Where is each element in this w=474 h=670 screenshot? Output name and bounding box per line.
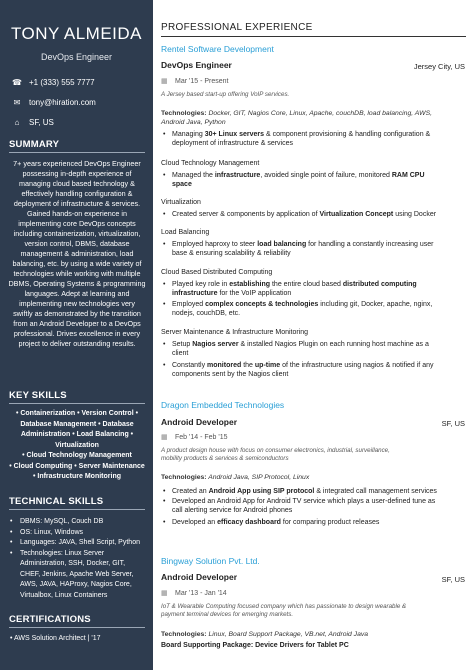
job2-technologies (161, 473, 461, 482)
summary-line: from an Android Developer to a DevOps (13, 319, 141, 328)
job2-bullet-2: • Developed an Android App for Android TV service which plays a user-defined tune as call alerting service for Android phones (163, 498, 436, 515)
job2-tech-line-1: Android Java, SIP Protocol, Linux (208, 474, 310, 481)
job2-tech-label: Technologies: (161, 474, 207, 481)
job2-bullet-3: • Developed an efficacy dashboard for comparing product releases (163, 519, 380, 526)
mail-icon: ✉ (13, 98, 21, 107)
summary-line: project to deliver outstanding results. (18, 339, 136, 348)
summary-line: DBMS, Operating Systems & programming (8, 279, 146, 288)
job1-company: Rentel Software Development (161, 44, 274, 54)
summary-text (8, 159, 146, 349)
job2-desc-line-1: A product design house with focus on consumer electronics, industrial, surveillance, (161, 447, 390, 454)
job1-bullet-4: • Employed haproxy to steer load balancing for handling a constantly increasing user base & ensuring scalability & reliability (163, 241, 434, 258)
summary-line: languages. Adept at learning and (24, 289, 130, 298)
key-skill-line: Database Management • Database (20, 420, 134, 428)
technical-skill-row (10, 580, 148, 591)
certification-item: • AWS Solution Architect | '17 (10, 635, 101, 642)
job3-location: SF, US (441, 575, 465, 584)
job3-tech-label: Technologies: (161, 631, 207, 638)
job1-virtualization-heading: Virtualization (161, 199, 201, 206)
technical-skill-text: AWS, JAVA, HAProxy, Nagios Core, (20, 581, 132, 588)
technical-skill-row (10, 517, 148, 528)
job1-cloud-heading: Cloud Technology Management (161, 160, 260, 167)
certifications-divider (9, 627, 145, 628)
job3-desc-line-1: IoT & Wearable Computing focused company which has passionate to design wearable & (161, 603, 407, 610)
summary-line: deployment of infrastructure & services. (13, 199, 141, 208)
contact-phone[interactable] (11, 78, 95, 87)
candidate-role: DevOps Engineer (40, 52, 113, 62)
bullet: • (10, 528, 13, 536)
summary-line: technologies while working with multiple (13, 269, 141, 278)
technical-skill-row (10, 559, 148, 570)
experience-heading: PROFESSIONAL EXPERIENCE (161, 22, 313, 33)
job1-bullet-3: • Created server & components by application of Virtualization Concept using Docker (163, 211, 437, 218)
contact-location (11, 118, 54, 127)
job1-tech-label: Technologies: (161, 110, 207, 117)
technical-skill-text: OS: Linux, Windows (20, 528, 84, 536)
job1-location: Jersey City, US (413, 62, 465, 71)
key-skill-line: Virtualization (55, 441, 99, 449)
summary-line: Gained hands-on experience in (27, 209, 127, 218)
job2-description (161, 447, 461, 463)
bullet: • (10, 549, 13, 557)
bullet (10, 580, 20, 591)
phone-icon: ☎ (12, 78, 22, 87)
job1-dates-text: Mar '15 - Present (175, 77, 229, 85)
key-skill-line: Administration • Load Balancing • (20, 431, 134, 438)
job1-bullet-7: • Setup Nagios server & installed Nagios Plugin on each running host machine as a client (163, 341, 429, 358)
job3-bsp: Board Supporting Package: Device Drivers for Tablet PC (161, 642, 349, 649)
technical-skill-text: Languages: JAVA, Shell Script, Python (20, 539, 140, 546)
job3-description (161, 603, 461, 619)
summary-line: including containerization, virtualization, (13, 229, 141, 238)
bullet (10, 591, 20, 602)
job3-desc-line-2: payment terminal devices for emerging markets. (161, 611, 294, 618)
location-text: SF, US (29, 118, 54, 127)
job1-technologies (161, 109, 461, 127)
technical-skill-row (10, 570, 148, 581)
summary-line: implementing core DevOps concepts (18, 219, 136, 228)
job1-dates (161, 77, 228, 85)
key-skill-line: • Containerization • Version Control • (15, 410, 139, 417)
key-skill-line: • Infrastructure Monitoring (32, 473, 121, 480)
key-skills-heading: KEY SKILLS (9, 390, 67, 401)
job1-bullet-2: • Managed the infrastructure, avoided single point of failure, monitored RAM CPU space (163, 172, 425, 189)
key-skills-list (6, 409, 148, 483)
job1-bullet-6: • Employed complex concepts & technologies including git, Docker, apache, nginx, nodejs, couchDB, etc. (163, 301, 433, 318)
technical-skill-text: Administration, SSH, Docker, GIT, (20, 560, 126, 567)
sidebar (0, 0, 153, 670)
certifications-heading: CERTIFICATIONS (9, 614, 91, 625)
bullet (10, 570, 20, 581)
summary-line: effectively handling configuration & (21, 189, 133, 198)
technical-skill-text: Virtualbox, Linux Containers (20, 591, 108, 599)
job2-dates (161, 433, 227, 441)
job2-dates-text: Feb '14 - Feb '15 (175, 433, 228, 441)
summary-line: swiftly as demonstrated by the transition (13, 309, 141, 318)
job1-tech-line-2: Android Java, Python (161, 119, 226, 126)
summary-line: possessing in-depth experience of (22, 169, 132, 178)
calendar-icon: ▦ (161, 78, 168, 85)
summary-line: balancing, etc. by using a wide variety of (12, 259, 142, 268)
summary-line: version control, DBMS, database (24, 239, 130, 248)
technical-skill-text: CHEF, Jenkins, Apache Web Server, (20, 570, 134, 578)
technical-skill-text: DBMS: MySQL, Couch DB (20, 518, 104, 525)
summary-heading: SUMMARY (9, 139, 60, 150)
summary-divider (9, 152, 145, 153)
job1-bullet-1: • Managing 30+ Linux servers & component provisioning & handling configuration & deployment of infrastructure & services (163, 131, 431, 148)
job1-load-balancing-heading: Load Balancing (161, 229, 210, 236)
job3-dates-text: Mar '13 - Jan '14 (175, 589, 227, 597)
technical-skill-row (10, 528, 148, 539)
summary-line: management & administration, load (20, 249, 134, 258)
contact-email[interactable] (11, 98, 96, 107)
summary-line: professional. Drives excellence in every (13, 329, 141, 338)
location-icon: ⌂ (14, 118, 20, 127)
job1-description: A Jersey based start-up offering VoIP services. (161, 91, 290, 98)
experience-divider (161, 36, 466, 37)
job1-tech-line-1: Docker, GIT, Nagios Core, Linux, Apache, couchDB, load balancing, AWS, (208, 110, 433, 117)
technical-skills-list (10, 517, 148, 601)
technical-skills-heading: TECHNICAL SKILLS (9, 496, 104, 507)
technical-skill-text: Technologies: Linux Server (20, 549, 105, 557)
technical-skill-row (10, 549, 148, 560)
calendar-icon: ▦ (161, 434, 168, 441)
job2-bullet-1: • Created an Android App using SIP protocol & integrated call management services (163, 488, 437, 495)
key-skills-divider (9, 403, 145, 404)
technical-skill-row (10, 591, 148, 602)
job2-company: Dragon Embedded Technologies (161, 400, 285, 410)
technical-skill-row (10, 538, 148, 549)
key-skill-line: • Cloud Technology Management (22, 452, 132, 459)
job2-location: SF, US (441, 419, 465, 428)
job1-distributed-heading: Cloud Based Distributed Computing (161, 269, 273, 276)
job1-monitoring-heading: Server Maintenance & Infrastructure Monitoring (161, 329, 309, 336)
summary-line: implementing new technologies very (19, 299, 135, 308)
key-skill-line: • Cloud Computing • Server Maintenance (9, 462, 145, 470)
summary-line: managing cloud based technology & (19, 179, 135, 188)
candidate-name: TONY ALMEIDA (10, 24, 143, 43)
job1-bullet-8: • Constantly monitored the up-time of the infrastructure using nagios & notified if any components sent by the Nagios client (163, 362, 434, 379)
bullet: • (10, 518, 13, 525)
summary-line: 7+ years experienced DevOps Engineer (13, 159, 141, 168)
job1-bullet-5: • Played key role in establishing the entire cloud based distributed computing infrastructure for the VoIP application (163, 281, 417, 298)
job3-tech-line-1: Linux, Board Support Package, VB.net, Android Java (208, 631, 369, 638)
main-content (153, 0, 474, 670)
job3-dates (161, 589, 227, 597)
technical-skills-divider (9, 509, 145, 510)
bullet: • (10, 539, 13, 546)
email-text: tony@hiration.com (29, 98, 96, 107)
phone-text: +1 (333) 555 7777 (29, 78, 95, 87)
job2-title: Android Developer (161, 417, 238, 427)
job3-technologies (161, 630, 461, 639)
job3-company: Bingway Solution Pvt. Ltd. (161, 556, 260, 566)
job1-title: DevOps Engineer (161, 60, 232, 70)
bullet (10, 559, 20, 570)
calendar-icon: ▦ (161, 590, 168, 597)
job2-desc-line-2: mobility products & services & semiconductors (161, 455, 289, 462)
job3-title: Android Developer (161, 572, 238, 582)
